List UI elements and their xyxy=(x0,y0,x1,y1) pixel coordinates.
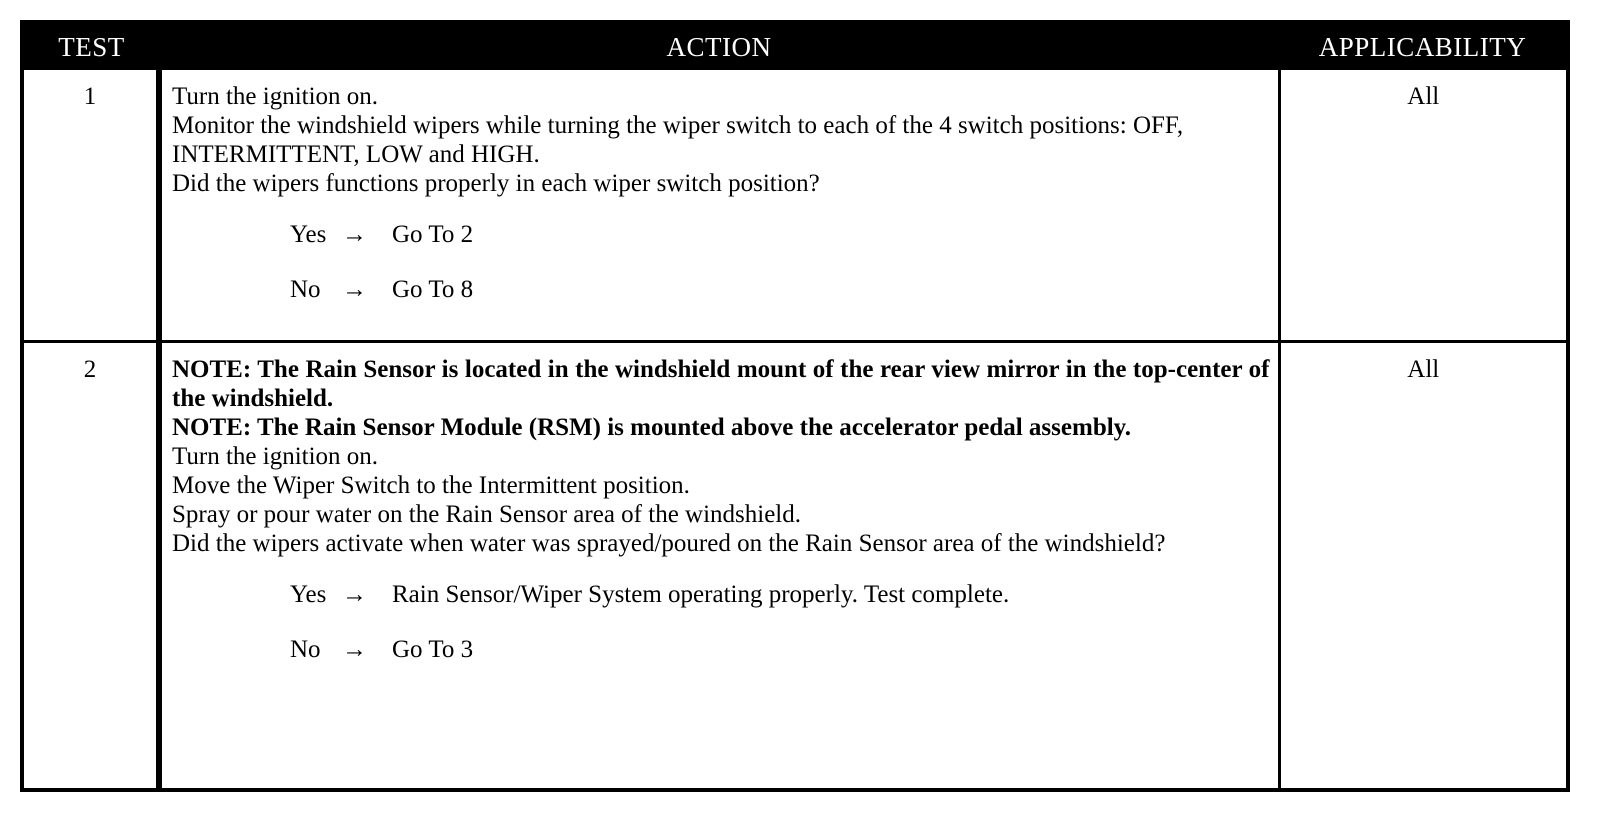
arrow-right-icon: → xyxy=(342,221,367,248)
table-row xyxy=(24,70,1566,342)
outcome-yes xyxy=(290,580,1270,609)
action-step: Move the Wiper Switch to the Intermittent position. xyxy=(172,472,690,499)
outcome-label: No xyxy=(290,636,321,663)
test-number: 1 xyxy=(24,70,159,342)
outcome-label: Yes xyxy=(290,221,327,248)
outcome-no xyxy=(290,275,1270,304)
header-test: TEST xyxy=(24,24,159,70)
outcome-label: No xyxy=(290,276,321,303)
header-row xyxy=(24,24,1566,70)
diagnostic-table xyxy=(24,24,1566,788)
action-step: Spray or pour water on the Rain Sensor area of the windshield. xyxy=(172,501,802,528)
note-text: NOTE: The Rain Sensor is located in the windshield mount of the rear view mirror in the top-center of the windshield. xyxy=(172,356,1270,412)
header-action: ACTION xyxy=(159,24,1279,70)
outcome-yes xyxy=(290,220,1270,249)
outcome-target: Rain Sensor/Wiper System operating properly. Test complete. xyxy=(392,581,1010,608)
diagnostic-table-frame xyxy=(20,20,1570,792)
applicability-value: All xyxy=(1407,356,1440,383)
arrow-right-icon: → xyxy=(342,636,367,663)
action-cell xyxy=(159,70,1279,342)
action-step: Monitor the windshield wipers while turning the wiper switch to each of the 4 switch positions: OFF, INTERMITTENT, LOW and HIGH. xyxy=(172,112,1184,168)
test-number: 2 xyxy=(24,342,159,789)
arrow-right-icon: → xyxy=(342,581,367,608)
note-text: NOTE: The Rain Sensor Module (RSM) is mounted above the accelerator pedal assembly. xyxy=(172,414,1132,441)
action-step: Turn the ignition on. xyxy=(172,83,379,110)
outcome-target: Go To 2 xyxy=(392,221,474,248)
outcome-target: Go To 3 xyxy=(392,636,474,663)
outcome-target: Go To 8 xyxy=(392,276,474,303)
action-cell xyxy=(159,342,1279,789)
table-row xyxy=(24,342,1566,789)
outcome-label: Yes xyxy=(290,581,327,608)
outcome-no xyxy=(290,635,1270,664)
action-question: Did the wipers functions properly in each wiper switch position? xyxy=(172,170,820,197)
action-question: Did the wipers activate when water was sprayed/poured on the Rain Sensor area of the windshield? xyxy=(172,530,1166,557)
action-step: Turn the ignition on. xyxy=(172,443,379,470)
arrow-right-icon: → xyxy=(342,276,367,303)
applicability-value: All xyxy=(1279,70,1566,342)
header-applicability: APPLICABILITY xyxy=(1279,24,1566,70)
